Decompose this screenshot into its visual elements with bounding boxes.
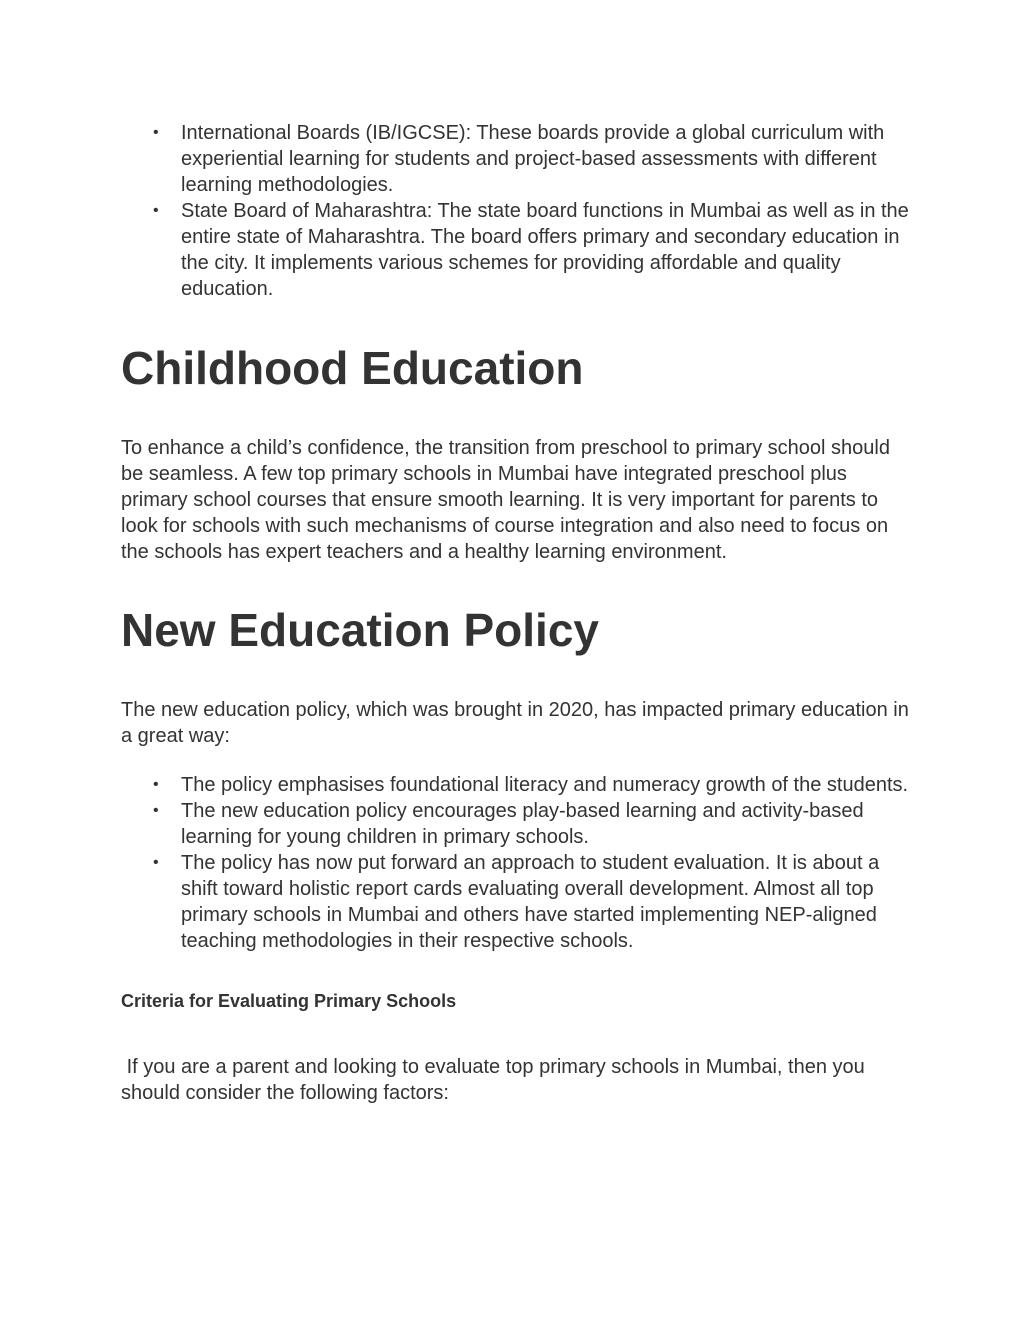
bullet-icon: •	[153, 802, 159, 819]
heading-childhood-education: Childhood Education	[121, 342, 584, 394]
nep-intro-paragraph: The new education policy, which was brought in 2020, has impacted primary education in a great way:	[121, 699, 909, 747]
bullet-icon: •	[153, 202, 159, 219]
bullet-icon: •	[153, 854, 159, 871]
board-list	[121, 120, 911, 302]
list-item-text: The new education policy encourages play-based learning and activity-based learning for young children in primary schools.	[181, 800, 864, 848]
list-item-text: State Board of Maharashtra: The state board functions in Mumbai as well as in the entire state of Maharashtra. The board offers primary and secondary education in the city. It implements various schemes for providing affordable and quality education.	[181, 200, 909, 300]
list-item	[121, 850, 911, 954]
criteria-paragraph: If you are a parent and looking to evaluate top primary schools in Mumbai, then you should consider the following factors:	[121, 1056, 871, 1104]
list-item-text: International Boards (IB/IGCSE): These boards provide a global curriculum with experiential learning for students and project-based assessments with different learning methodologies.	[181, 122, 885, 196]
nep-list	[121, 772, 911, 954]
list-item	[121, 198, 911, 302]
heading-new-education-policy: New Education Policy	[121, 604, 599, 656]
bullet-icon: •	[153, 124, 159, 141]
list-item-text: The policy has now put forward an approach to student evaluation. It is about a shift toward holistic report cards evaluating overall development. Almost all top primary schools in Mumbai and others have started implementing NEP-aligned teaching methodologies in their respective schools.	[181, 852, 880, 952]
list-item	[121, 798, 911, 850]
childhood-education-paragraph: To enhance a child’s confidence, the transition from preschool to primary school should be seamless. A few top primary schools in Mumbai have integrated preschool plus primary school courses that ensure smooth learning. It is very important for parents to look for schools with such mechanisms of course integration and also need to focus on the schools has expert teachers and a healthy learning environment.	[121, 437, 890, 563]
bullet-icon: •	[153, 776, 159, 793]
document-page	[121, 120, 911, 1106]
list-item	[121, 120, 911, 198]
list-item	[121, 772, 911, 798]
list-item-text: The policy emphasises foundational literacy and numeracy growth of the students.	[181, 774, 909, 796]
heading-criteria: Criteria for Evaluating Primary Schools	[121, 991, 457, 1011]
